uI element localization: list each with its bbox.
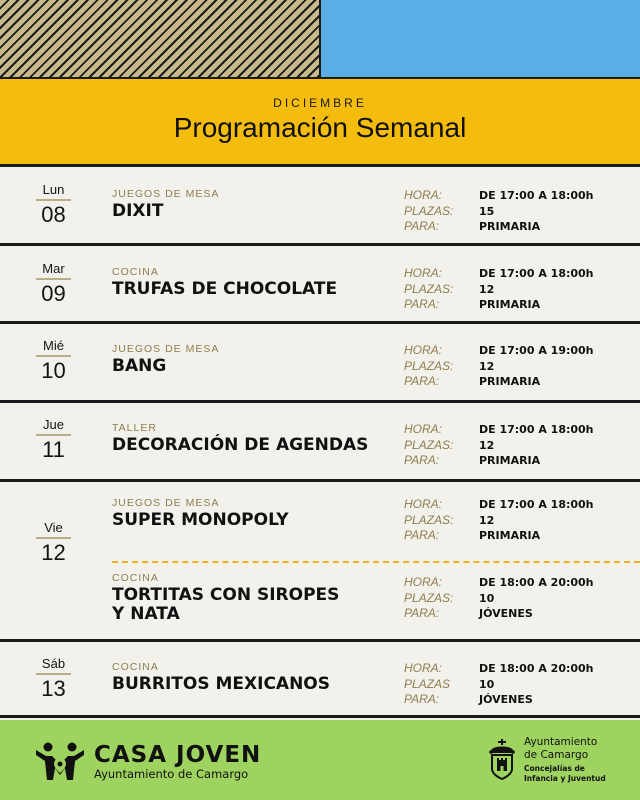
plazas-label: PLAZAS: — [404, 281, 454, 296]
day-number: 11 — [42, 437, 65, 462]
people-location-icon — [34, 742, 86, 782]
day-number: 13 — [41, 676, 66, 701]
ayto-name-line1: Ayuntamiento — [524, 736, 598, 748]
activity-category: JUEGOS DE MESA — [112, 343, 220, 355]
para-value: PRIMARIA — [479, 529, 541, 542]
para-value: PRIMARIA — [479, 454, 541, 467]
top-decoration — [0, 0, 640, 79]
date-block — [36, 417, 71, 463]
plazas-value: 15 — [479, 204, 495, 218]
hora-label: HORA: — [404, 422, 443, 436]
date-block — [36, 261, 71, 307]
hora-value: DE 17:00 A 18:00h — [479, 423, 594, 436]
para-label: PARA: — [404, 692, 440, 706]
para-label: PARA: — [404, 219, 440, 233]
day-of-week: Sáb — [36, 656, 71, 675]
para-label: PARA: — [404, 297, 440, 311]
day-of-week: Mié — [36, 338, 71, 357]
plazas-value: 12 — [479, 513, 495, 527]
activity-info — [404, 497, 634, 544]
date-block — [36, 520, 71, 566]
activity-category: COCINA — [112, 661, 159, 673]
hora-label: HORA: — [404, 343, 443, 357]
day-number: 08 — [41, 202, 66, 227]
schedule-list — [0, 167, 640, 718]
page-title: Programación Semanal — [173, 112, 467, 143]
hora-label: HORA: — [404, 188, 443, 202]
hatched-block — [0, 0, 321, 77]
activity-info — [404, 266, 634, 313]
header-band — [0, 79, 640, 167]
para-value: PRIMARIA — [479, 220, 541, 233]
activity-name-line2: Y NATA — [112, 604, 180, 624]
day-row-jue — [0, 403, 640, 482]
blue-block — [321, 0, 640, 77]
day-of-week: Lun — [36, 182, 71, 201]
brand-subtitle: Ayuntamiento de Camargo — [94, 767, 249, 781]
date-block — [36, 182, 71, 228]
hora-label: HORA: — [404, 266, 443, 280]
activity-info — [404, 188, 634, 235]
day-row-mar — [0, 246, 640, 324]
para-label: PARA: — [404, 606, 440, 620]
activity-name: DIXIT — [112, 201, 164, 221]
plazas-value: 10 — [479, 677, 495, 691]
day-number: 12 — [41, 540, 66, 565]
activity-category: JUEGOS DE MESA — [112, 188, 220, 200]
para-label: PARA: — [404, 528, 440, 542]
para-value: JÓVENES — [479, 693, 533, 706]
activity-name: BURRITOS MEXICANOS — [112, 674, 330, 694]
hora-value: DE 17:00 A 18:00h — [479, 498, 594, 511]
activity-category: JUEGOS DE MESA — [112, 497, 220, 509]
activity-divider — [112, 561, 640, 563]
plazas-value: 12 — [479, 359, 495, 373]
brand-name: CASA JOVEN — [94, 742, 262, 768]
plazas-label: PLAZAS: — [404, 203, 454, 218]
para-label: PARA: — [404, 374, 440, 388]
activity-name: TRUFAS DE CHOCOLATE — [112, 279, 338, 299]
day-of-week: Vie — [36, 520, 71, 539]
activity-info — [404, 343, 634, 390]
coat-of-arms-icon — [488, 739, 516, 781]
casa-joven-logo — [34, 742, 261, 782]
hora-label: HORA: — [404, 497, 443, 511]
hora-value: DE 18:00 A 20:00h — [479, 662, 594, 675]
day-row-sab — [0, 642, 640, 718]
hora-label: HORA: — [404, 661, 443, 675]
plazas-value: 12 — [479, 282, 495, 296]
para-label: PARA: — [404, 453, 440, 467]
plazas-label: PLAZAS: — [404, 590, 454, 605]
plazas-label: PLAZAS: — [404, 437, 454, 452]
day-row-lun — [0, 167, 640, 246]
hora-value: DE 18:00 A 20:00h — [479, 576, 594, 589]
plazas-label: PLAZAS — [404, 676, 451, 691]
activity-info — [404, 575, 634, 622]
activity-category: TALLER — [112, 422, 157, 434]
ayto-dept-line1: Concejalías de — [524, 764, 585, 773]
ayto-name-line2: de Camargo — [524, 749, 589, 761]
day-row-mie — [0, 324, 640, 403]
para-value: PRIMARIA — [479, 375, 541, 388]
date-block — [36, 656, 71, 702]
day-of-week: Jue — [36, 417, 71, 436]
plazas-label: PLAZAS: — [404, 358, 454, 373]
plazas-value: 10 — [479, 591, 495, 605]
hora-label: HORA: — [404, 575, 443, 589]
date-block — [36, 338, 71, 384]
activity-category: COCINA — [112, 572, 159, 584]
para-value: PRIMARIA — [479, 298, 541, 311]
activity-info — [404, 422, 634, 469]
activity-name: SUPER MONOPOLY — [112, 510, 289, 530]
hora-value: DE 17:00 A 18:00h — [479, 189, 594, 202]
activity-info — [404, 661, 634, 708]
plazas-label: PLAZAS: — [404, 512, 454, 527]
month-label: DICIEMBRE — [273, 96, 367, 110]
day-row-vie — [0, 482, 640, 642]
ayto-dept-line2: Infancia y Juventud — [524, 774, 606, 783]
ayuntamiento-logo — [488, 736, 606, 784]
hora-value: DE 17:00 A 18:00h — [479, 267, 594, 280]
day-number: 09 — [41, 281, 66, 306]
activity-name: DECORACIÓN DE AGENDAS — [112, 435, 369, 455]
day-of-week: Mar — [36, 261, 71, 280]
activity-name: BANG — [112, 356, 167, 376]
para-value: JÓVENES — [479, 607, 533, 620]
activity-category: COCINA — [112, 266, 159, 278]
hora-value: DE 17:00 A 19:00h — [479, 344, 594, 357]
plazas-value: 12 — [479, 438, 495, 452]
activity-name-line1: TORTITAS CON SIROPES — [112, 585, 340, 605]
day-number: 10 — [41, 358, 66, 383]
